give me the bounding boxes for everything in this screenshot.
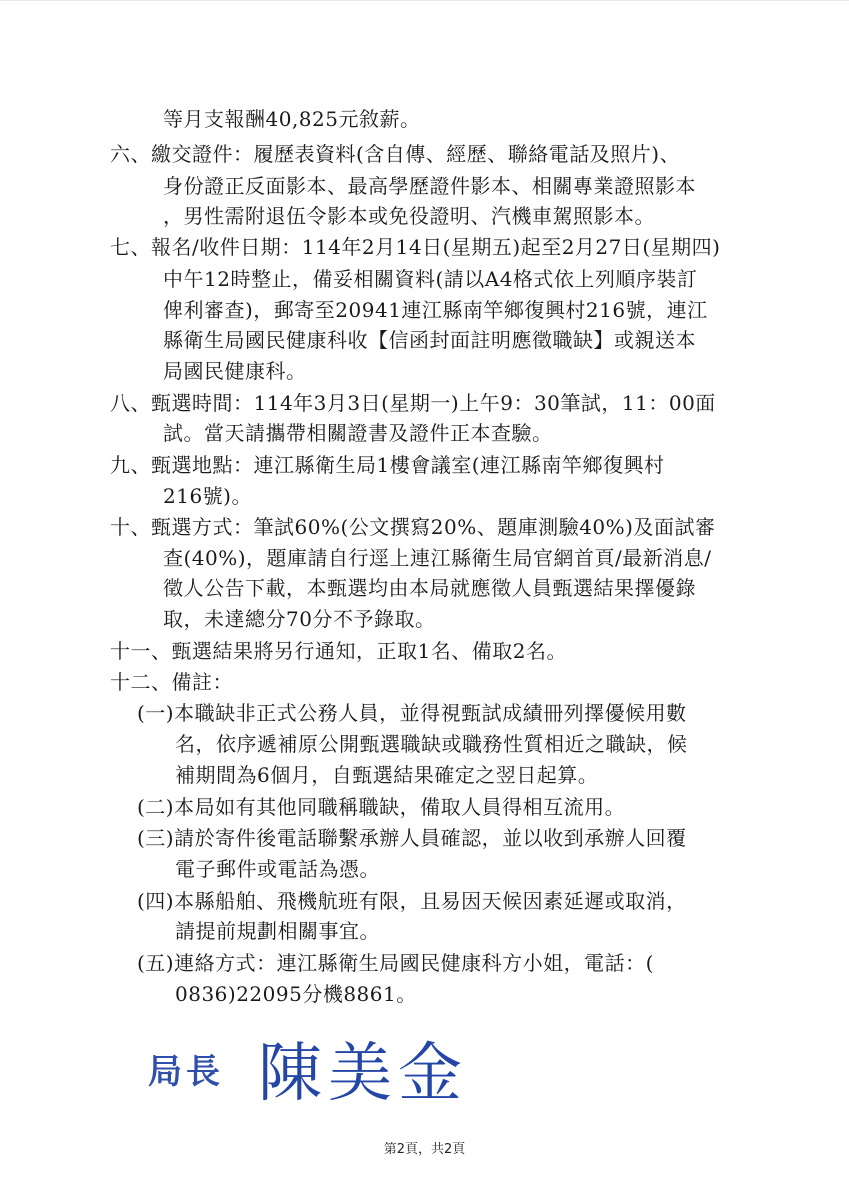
- note-5: (五)連絡方式：連江縣衛生局國民健康科方小姐，電話：(: [137, 951, 654, 975]
- director-signature-stamp: [148, 1022, 568, 1122]
- note-1-text: 名，依序遞補原公開甄選職缺或職務性質相近之職缺，候: [175, 732, 688, 756]
- item-6-heading: 六、繳交證件：履歷表資料(含自傳、經歷、聯絡電話及照片)、: [110, 142, 681, 166]
- item-10-text: 查(40%)，題庫請自行逕上連江縣衛生局官網首頁/最新消息/: [163, 546, 712, 570]
- item-7-text: 縣衛生局國民健康科收【信函封面註明應徵職缺】或親送本: [163, 328, 696, 352]
- note-1-text: 補期間為6個月，自甄選結果確定之翌日起算。: [175, 763, 599, 787]
- item-10-text: 徵人公告下載，本甄選均由本局就應徵人員甄選結果擇優錄: [163, 576, 696, 600]
- item-8-text: 試。當天請攜帶相關證書及證件正本查驗。: [163, 421, 553, 445]
- note-4: (四)本縣船舶、飛機航班有限，且易因天候因素延遲或取消，: [137, 889, 687, 913]
- item-6-text: 身份證正反面影本、最高學歷證件影本、相關專業證照影本: [163, 174, 696, 198]
- item-9-text: 216號)。: [163, 484, 252, 508]
- item-7-heading: 七、報名/收件日期：114年2月14日(星期五)起至2月27日(星期四): [110, 235, 721, 259]
- text-line-continuation: 等月支報酬40,825元敘薪。: [163, 107, 421, 131]
- item-10-heading: 十、甄選方式：筆試60%(公文撰寫20%、題庫測驗40%)及面試審: [110, 515, 716, 539]
- page-footer: 第2頁，共2頁: [383, 1142, 466, 1157]
- note-5-text: 0836)22095分機8861。: [175, 982, 417, 1006]
- note-2: (二)本局如有其他同職稱職缺，備取人員得相互流用。: [137, 795, 626, 819]
- item-10-text: 取，未達總分70分不予錄取。: [163, 607, 436, 631]
- item-8-heading: 八、甄選時間：114年3月3日(星期一)上午9：30筆試，11：00面: [110, 391, 716, 415]
- note-1: (一)本職缺非正式公務人員，並得視甄試成績冊列擇優候用數: [137, 701, 687, 725]
- item-7-text: 俾利審查)，郵寄至20941連江縣南竿鄉復興村216號，連江: [163, 298, 708, 322]
- signature-name: 陳美金: [258, 1037, 468, 1111]
- item-7-text: 中午12時整止，備妥相關資料(請以A4格式依上列順序裝訂: [163, 267, 698, 291]
- item-7-text: 局國民健康科。: [163, 359, 307, 383]
- item-11-heading: 十一、甄選結果將另行通知，正取1名、備取2名。: [110, 639, 567, 663]
- item-12-heading: 十二、備註：: [110, 670, 233, 694]
- item-9-heading: 九、甄選地點：連江縣衛生局1樓會議室(連江縣南竿鄉復興村: [110, 453, 665, 477]
- note-3-text: 電子郵件或電話為憑。: [175, 857, 380, 881]
- signature-title: 局長: [148, 1052, 224, 1092]
- note-3: (三)請於寄件後電話聯繫承辦人員確認，並以收到承辦人回覆: [137, 826, 687, 850]
- item-6-text: ，男性需附退伍令影本或免役證明、汽機車駕照影本。: [163, 204, 655, 228]
- note-4-text: 請提前規劃相關事宜。: [175, 919, 380, 943]
